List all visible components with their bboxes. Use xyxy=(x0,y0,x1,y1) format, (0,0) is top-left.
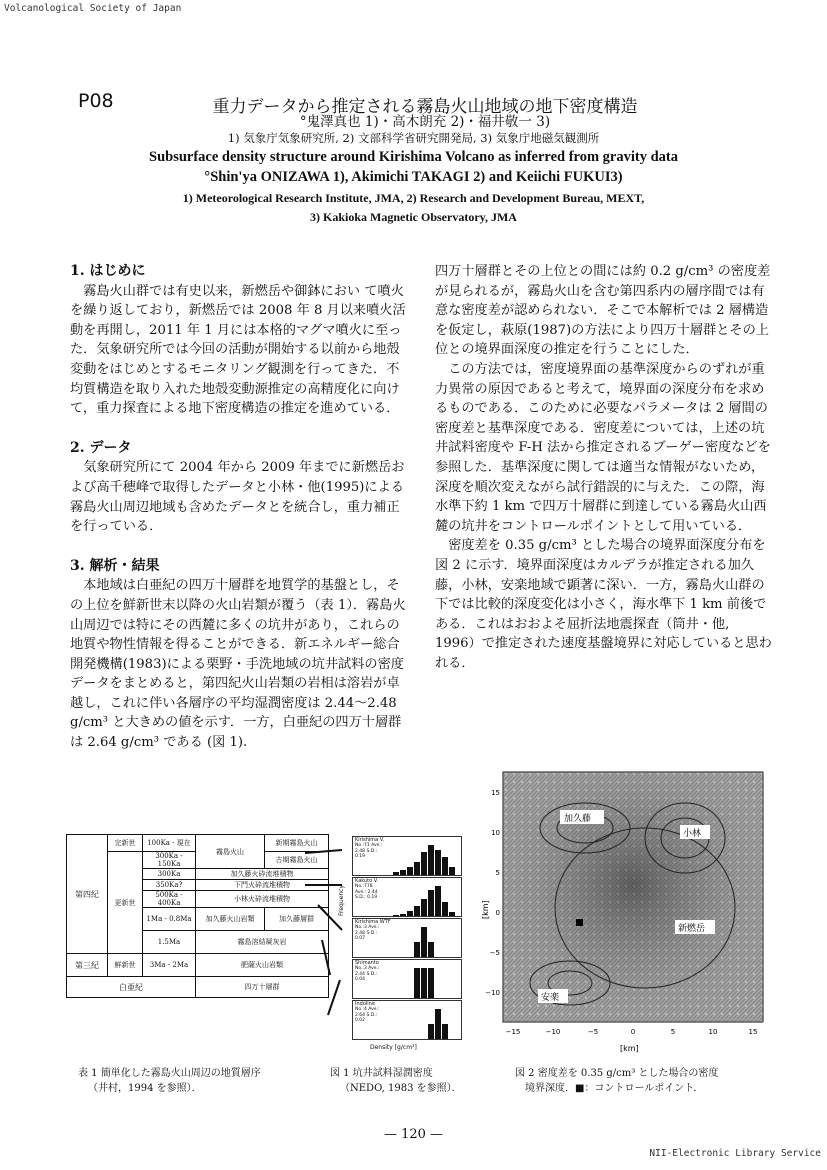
unit-kakuto-group: 加久藤層群 xyxy=(265,908,329,931)
era-quaternary: 第四紀 xyxy=(67,835,108,954)
authors-en: °Shin'ya ONIZAWA 1), Akimichi TAKAGI 2) and Keiichi FUKUI3) xyxy=(204,169,623,185)
map-ytick-label: 0 xyxy=(495,909,500,917)
right-column xyxy=(435,262,773,673)
age-3a: 300Ka xyxy=(143,869,196,880)
title-jp: 重力データから推定される霧島火山地域の地下密度構造 xyxy=(212,97,638,117)
section-3-text: 本地域は白亜紀の四万十層群を地質学的基盤とし，その上位を鮮新世末以降の火山岩類が覆う（表 1）．霧島火山周辺では特にその西麓に多くの坑井があり，これらの地質や物性情報を得ることができる．新エネルギー総合開発機構(1983)による栗野・手洗地域の坑井試料の密度データをまとめると，第四紀火山岩類の岩相は溶岩が卓越し，これに伴い各層序の平均湿潤密度は 2.44～2.48 g/cm³ と大きめの値を示す．一方，白亜紀の四万十層群は 2.64 g/cm³ である (図 1). xyxy=(70,578,406,751)
histogram-bar xyxy=(400,870,406,875)
age-2: 300Ka - 150Ka xyxy=(143,852,196,869)
histogram-bar xyxy=(428,1024,434,1039)
figure-2 xyxy=(480,768,780,1068)
map-unit-y: [km] xyxy=(481,900,490,919)
epoch-pliocene: 鮮新世 xyxy=(108,954,143,977)
histogram-bar xyxy=(414,862,420,875)
service-footer: NII-Electronic Library Service xyxy=(649,1148,821,1159)
map-xtick-label: −5 xyxy=(587,1028,599,1036)
affil-en-2: 3) Kakioka Magnetic Observatory, JMA xyxy=(310,210,517,224)
histogram-bar xyxy=(414,906,420,916)
affil-jp: 1) 気象庁気象研究所, 2) 文部科学省研究開発局, 3) 気象庁地磁気観測所 xyxy=(227,131,600,145)
control-point-marker xyxy=(576,919,583,926)
era-cretaceous: 白亜紀 xyxy=(67,977,196,998)
age-1: 100Ka - 現在 xyxy=(143,835,196,852)
right-paragraph-3: 密度差を 0.35 g/cm³ とした場合の境界面深度分布を図 2 に示す．境界面深度はカルデラが推定される加久藤，小林，安楽地域で顕著に深い．一方，霧島火山群の下では比較的深度変化は小さく，海水準下 1 km 前後である．これはおおよそ屈折法地震探査（筒井・他, 1996）で推定された速度基盤境界に対応していると思われる． xyxy=(435,538,772,671)
histogram-title: Shimanto xyxy=(355,960,379,966)
unit-kakuto-pyro: 加久藤火砕流堆積物 xyxy=(196,869,329,880)
epoch-pleistocene: 更新世 xyxy=(108,852,143,954)
histogram-bar xyxy=(449,867,455,875)
section-1-title: 1. はじめに xyxy=(70,263,146,279)
figure-1 xyxy=(338,836,462,1051)
histogram-stats: No.:3 Ave.: 2.44 S.D.: 0.04 xyxy=(355,966,380,982)
histogram-bar xyxy=(435,850,441,875)
map-shading xyxy=(503,772,763,1022)
age-6: 3Ma - 2Ma xyxy=(143,954,196,977)
figure-1-caption xyxy=(330,1066,490,1096)
histogram-bar xyxy=(407,867,413,875)
histogram-bar xyxy=(428,942,434,957)
unit-kirishima: 霧島火山 xyxy=(196,835,265,869)
map-ytick-label: 10 xyxy=(491,829,500,837)
unit-hisatsu: 肥薩火山岩類 xyxy=(196,954,329,977)
table-1-caption-line-1: 表 1 簡単化した霧島火山周辺の地質層序 xyxy=(78,1068,261,1079)
histogram-bar xyxy=(428,890,434,916)
map-xtick-label: 15 xyxy=(748,1028,758,1036)
histogram-bar xyxy=(442,857,448,875)
section-3-title: 3. 解析・結果 xyxy=(70,557,160,574)
unit-welded-tuff: 霧島溶結凝灰岩 xyxy=(196,931,329,954)
histogram-bar xyxy=(442,1024,448,1039)
histogram-title: Kirishima V. xyxy=(355,837,385,843)
histogram-panel xyxy=(352,1000,462,1040)
histogram-title: Kakuto V. xyxy=(355,878,379,884)
map-xtick-label: −10 xyxy=(545,1028,561,1036)
unit-kakuto-volcanics: 加久藤火山岩類 xyxy=(196,908,265,931)
table-1 xyxy=(66,834,329,998)
arrow-line xyxy=(328,980,340,1015)
histogram-bar xyxy=(400,914,406,916)
histogram-bar xyxy=(393,915,399,916)
unit-kobayashi: 小林火砕流堆積物 xyxy=(196,891,329,908)
map-label-kakuto: 加久藤 xyxy=(564,814,592,824)
figure-2-caption xyxy=(515,1066,775,1096)
map-xtick-label: 0 xyxy=(630,1028,636,1036)
histogram-stats: No.:3 Ave.: 2.48 S.D.: 0.07 xyxy=(355,925,380,941)
figure-2-caption-line-2: 境界深度．■：コントロールポイント． xyxy=(525,1083,704,1094)
histogram-title: Indoline xyxy=(355,1001,375,1007)
map-ytick-label: −5 xyxy=(489,949,500,957)
epoch-holocene: 完新世 xyxy=(108,835,143,852)
right-paragraph-1: 四万十層群とその上位との間には約 0.2 g/cm³ の密度差が見られるが，霧島火山を含む第四系内の層序間では有意な密度差が認められない．そこで本解析では 2 層構造を仮定し，萩原(1987)の方法により四万十層群とその上位との境界面深度の推定を行うことにした． xyxy=(435,264,771,358)
map-xtick-label: 10 xyxy=(708,1028,718,1036)
fig1-ylabel: Frequency xyxy=(338,885,345,916)
histogram-bar xyxy=(421,899,427,916)
paper-id: P08 xyxy=(78,90,114,112)
histogram-bar xyxy=(414,968,420,998)
page-number: — 120 — xyxy=(383,1127,444,1142)
density-map xyxy=(480,768,780,1053)
age-5: 1.5Ma xyxy=(143,931,196,954)
unit-shimanto: 四万十層群 xyxy=(196,977,329,998)
arrow-line xyxy=(322,940,330,975)
figure-1-caption-line-2: （NEDO, 1983 を参照）． xyxy=(340,1083,462,1094)
histogram-bar xyxy=(414,942,420,957)
table-1-caption-line-2: （井村，1994 を参照）． xyxy=(88,1083,202,1094)
histogram-bar xyxy=(428,845,434,875)
histogram-bar xyxy=(421,968,427,998)
histogram-bar xyxy=(407,911,413,916)
era-tertiary: 第三紀 xyxy=(67,954,108,977)
histogram-panel xyxy=(352,836,462,876)
histogram-stats: No.:71 Ave.: 2.48 S.D.: 0.19 xyxy=(355,843,383,859)
map-unit-x: [km] xyxy=(620,1044,639,1053)
histogram-bar xyxy=(428,968,434,998)
histogram-title: Kirishima WTF xyxy=(355,919,391,925)
histogram-bar xyxy=(449,912,455,916)
unit-shimo: 下門火砕流堆積物 xyxy=(196,880,329,891)
map-label-shinmoe: 新燃岳 xyxy=(678,924,706,934)
authors-jp: °鬼澤真也 1)・高木朗充 2)・福井敬一 3) xyxy=(299,114,551,130)
section-2-text: 気象研究所にて 2004 年から 2009 年までに新燃岳および高千穂峰で取得したデータと小林・他(1995)による霧島火山周辺地域も含めたデータとを統合し，重力補正を行っている． xyxy=(70,460,405,535)
unit-shinmoe: 新期霧島火山 xyxy=(265,835,329,852)
table-to-histogram-arrows xyxy=(300,845,355,1035)
map-xtick-label: 5 xyxy=(670,1028,676,1036)
histogram-panel xyxy=(352,918,462,958)
map-label-anraku: 安楽 xyxy=(541,993,560,1003)
left-column xyxy=(70,262,410,753)
fig1-xlabel: Density [g/cm³] xyxy=(370,1044,417,1051)
map-ytick-label: −10 xyxy=(485,989,500,997)
map-label-kobayashi: 小林 xyxy=(683,829,702,839)
histogram-bar xyxy=(435,886,441,916)
histogram-bar xyxy=(393,872,399,875)
age-3b: 350Ka? xyxy=(143,880,196,891)
table-1-caption xyxy=(78,1066,328,1096)
age-4: 1Ma - 0.8Ma xyxy=(143,908,196,931)
arrow-line xyxy=(305,850,342,853)
histogram-bar xyxy=(421,852,427,875)
section-1-text: 霧島火山群では有史以来，新燃岳や御鉢におい て噴火を繰り返しており，新燃岳では 2008 年 8 月以来噴火活動を再開し，2011 年 1 月には本格的マグマ噴火に至った．気象研究所では今回の活動が開始する以前から地殻変動をはじめとするモニタリング観測を行ってきた．不均質構造を取り入れた地殻変動源推定の高精度化に向けて，重力探査による地下密度構造の推定を進めている． xyxy=(70,283,406,417)
age-3c: 500Ka - 400Ka xyxy=(143,891,196,908)
society-header: Volcanological Society of Japan xyxy=(4,3,182,14)
histogram-bar xyxy=(442,902,448,916)
map-xtick-label: −15 xyxy=(505,1028,521,1036)
histogram-panel xyxy=(352,877,462,917)
histogram-bar xyxy=(421,927,427,957)
map-ytick-label: 15 xyxy=(491,789,500,797)
unit-old-kirishima: 古期霧島火山 xyxy=(265,852,329,869)
histogram-bar xyxy=(435,1009,441,1039)
histogram-stats: No.:778 Ave.: 2.44 S.D.: 0.19 xyxy=(355,884,378,900)
histogram-stats: No.:4 Ave.: 2.64 S.D.: 0.02 xyxy=(355,1007,380,1023)
affil-en-1: 1) Meteorological Research Institute, JMA, 2) Research and Development Bureau, MEXT, xyxy=(182,191,645,205)
title-en: Subsurface density structure around Kirishima Volcano as inferred from gravity data xyxy=(149,149,678,165)
map-ytick-label: 5 xyxy=(495,869,500,877)
section-2-title: 2. データ xyxy=(70,439,132,456)
histogram-panel xyxy=(352,959,462,999)
figure-1-caption-line-1: 図 1 坑井試料湿潤密度 xyxy=(330,1068,433,1079)
figure-2-caption-line-1: 図 2 密度差を 0.35 g/cm³ とした場合の密度 xyxy=(515,1068,719,1079)
right-paragraph-2: この方法では，密度境界面の基準深度からのずれが重力異常の原因であると考えて，境界面の深度分布を求めるものである．このために必要なパラメータは 2 層間の密度差と基準深度である．密度差については，上述の坑井試料密度や F-H 法から推定されるブーゲー密度などを参照した．基準深度に関しては適当な情報がないため，深度を順次変えながら試行錯誤的に与えた．この際，海水準下約 1 km で四万十層群に到達している霧島火山西麓の坑井をコントロールポイントとして用いている． xyxy=(435,361,771,534)
